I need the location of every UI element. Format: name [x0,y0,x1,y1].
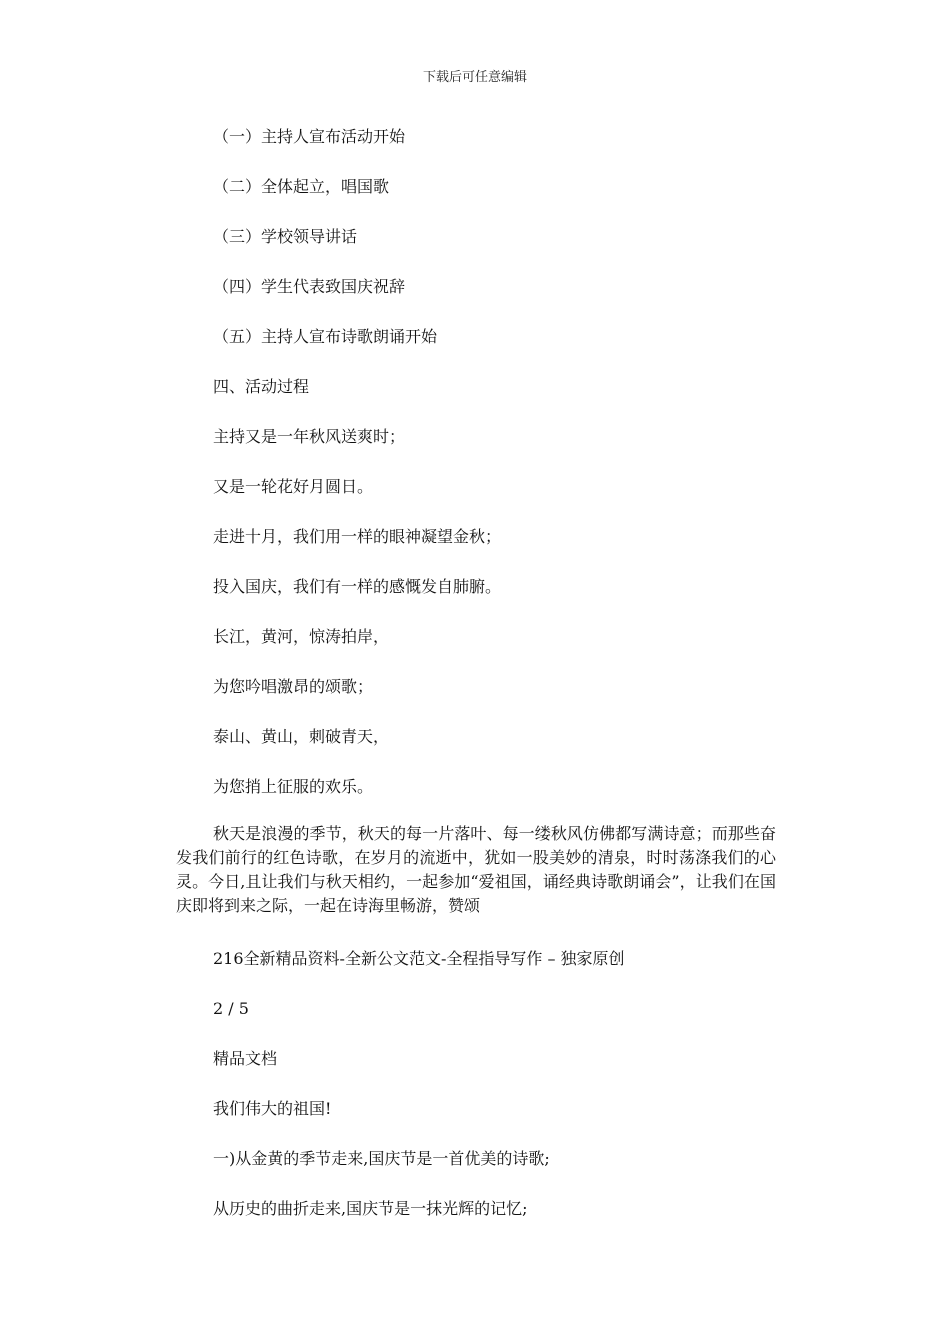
text-line: 我们伟大的祖国! [213,1099,332,1118]
text-line: 又是一轮花好月圆日。 [213,477,374,496]
page-header: 下载后可任意编辑 [422,70,527,85]
text-line: 为您吟唱激昂的颂歌； [213,677,374,696]
text-line: 从历史的曲折走来,国庆节是一抹光辉的记忆; [213,1199,528,1218]
document-label: 精品文档 [213,1049,278,1068]
agenda-item-3: （三）学校领导讲话 [213,227,358,246]
text-line: 泰山、黄山，刺破青天， [213,727,390,746]
agenda-item-2: （二）全体起立，唱国歌 [213,177,390,196]
section-heading: 四、活动过程 [213,377,310,396]
text-line: 长江，黄河，惊涛拍岸， [213,627,390,646]
agenda-item-4: （四）学生代表致国庆祝辞 [213,277,406,296]
text-line: 一)从金黄的季节走来,国庆节是一首优美的诗歌; [213,1149,550,1168]
source-note: 216全新精品资料-全新公文范文-全程指导写作 – 独家原创 [213,949,625,968]
text-line: 投入国庆，我们有一样的感慨发自肺腑。 [213,577,502,596]
agenda-item-5: （五）主持人宣布诗歌朗诵开始 [213,327,438,346]
text-line: 走进十月，我们用一样的眼神凝望金秋； [213,527,502,546]
text-line: 为您捎上征服的欢乐。 [213,777,374,796]
agenda-item-1: （一）主持人宣布活动开始 [213,127,406,146]
body-paragraph: 秋天是浪漫的季节，秋天的每一片落叶、每一缕秋风仿佛都写满诗意；而那些奋发我们前行的红色诗歌，在岁月的流逝中，犹如一股美妙的清泉，时时荡涤我们的心灵。今日,且让我们与秋天相约，一起参加“爱祖国，诵经典诗歌朗诵会”，让我们在国庆即将到来之际，一起在诗海里畅游，赞颂 [176,824,776,915]
text-line: 主持又是一年秋风送爽时； [213,427,406,446]
page-number: 2 / 5 [213,999,249,1018]
